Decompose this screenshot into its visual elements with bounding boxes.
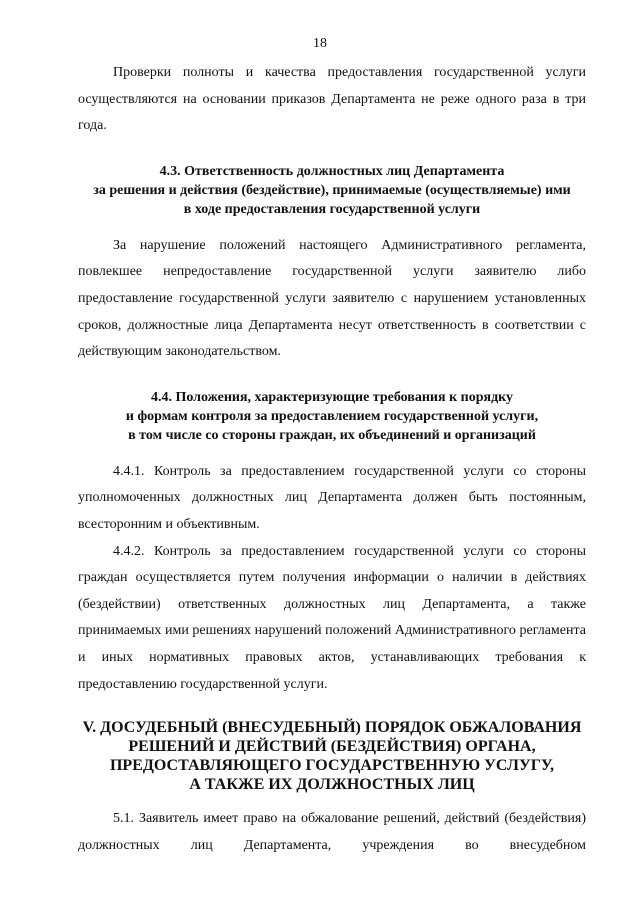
section-5-heading-line: РЕШЕНИЙ И ДЕЙСТВИЙ (БЕЗДЕЙСТВИЯ) ОРГАНА,: [128, 738, 536, 756]
section-4-4-heading: [78, 388, 586, 445]
section-4-3-heading-line: 4.3. Ответственность должностных лиц Департамента: [159, 163, 505, 179]
document-body: [78, 60, 586, 859]
section-5-1-paragraph: 5.1. Заявитель имеет право на обжалование решений, действий (бездействия) должностных лиц Департамента, учреждения во внесудебном: [78, 811, 586, 853]
section-4-3-paragraph: За нарушение положений настоящего Административного регламента, повлекшее непредоставление государственной услуги заявителю либо предоставление государственной услуги заявителю с нарушением установленных сроков, должностные лица Департамента несут ответственность в соответствии с действующим законодательством.: [78, 237, 586, 360]
intro-paragraph: Проверки полноты и качества предоставления государственной услуги осуществляются на основании приказов Департамента не реже одного раза в три года.: [78, 65, 586, 134]
section-5-heading: [78, 718, 586, 794]
page-number: 18: [313, 36, 327, 51]
section-4-4-heading-line: 4.4. Положения, характеризующие требования к порядку: [150, 389, 514, 405]
section-5-heading-line: А ТАКЖЕ ИХ ДОЛЖНОСТНЫХ ЛИЦ: [189, 776, 475, 794]
section-4-3-heading-line: в ходе предоставления государственной услуги: [183, 201, 481, 217]
section-5-heading-line: V. ДОСУДЕБНЫЙ (ВНЕСУДЕБНЫЙ) ПОРЯДОК ОБЖАЛОВАНИЯ: [82, 719, 582, 737]
section-4-3-heading-line: за решения и действия (бездействие), принимаемые (осуществляемые) ими: [93, 182, 571, 198]
section-4-4-heading-line: в том числе со стороны граждан, их объединений и организаций: [128, 427, 536, 443]
section-4-3-heading: [78, 162, 586, 219]
section-4-4-2-paragraph: 4.4.2. Контроль за предоставлением государственной услуги со стороны граждан осуществляется путем получения информации о наличии в действиях (бездействии) ответственных должностных лиц Департамента, а также принимаемых ими решениях нарушений положений Административного регламента и иных нормативных правовых актов, устанавливающих требования к предоставлению государственной услуги.: [78, 543, 586, 692]
section-5-heading-line: ПРЕДОСТАВЛЯЮЩЕГО ГОСУДАРСТВЕННУЮ УСЛУГУ,: [109, 757, 555, 775]
section-4-4-1-paragraph: 4.4.1. Контроль за предоставлением государственной услуги со стороны уполномоченных должностных лиц Департамента должен быть постоянным, всесторонним и объективным.: [78, 463, 586, 532]
section-4-4-heading-line: и формам контроля за предоставлением государственной услуги,: [125, 408, 539, 424]
